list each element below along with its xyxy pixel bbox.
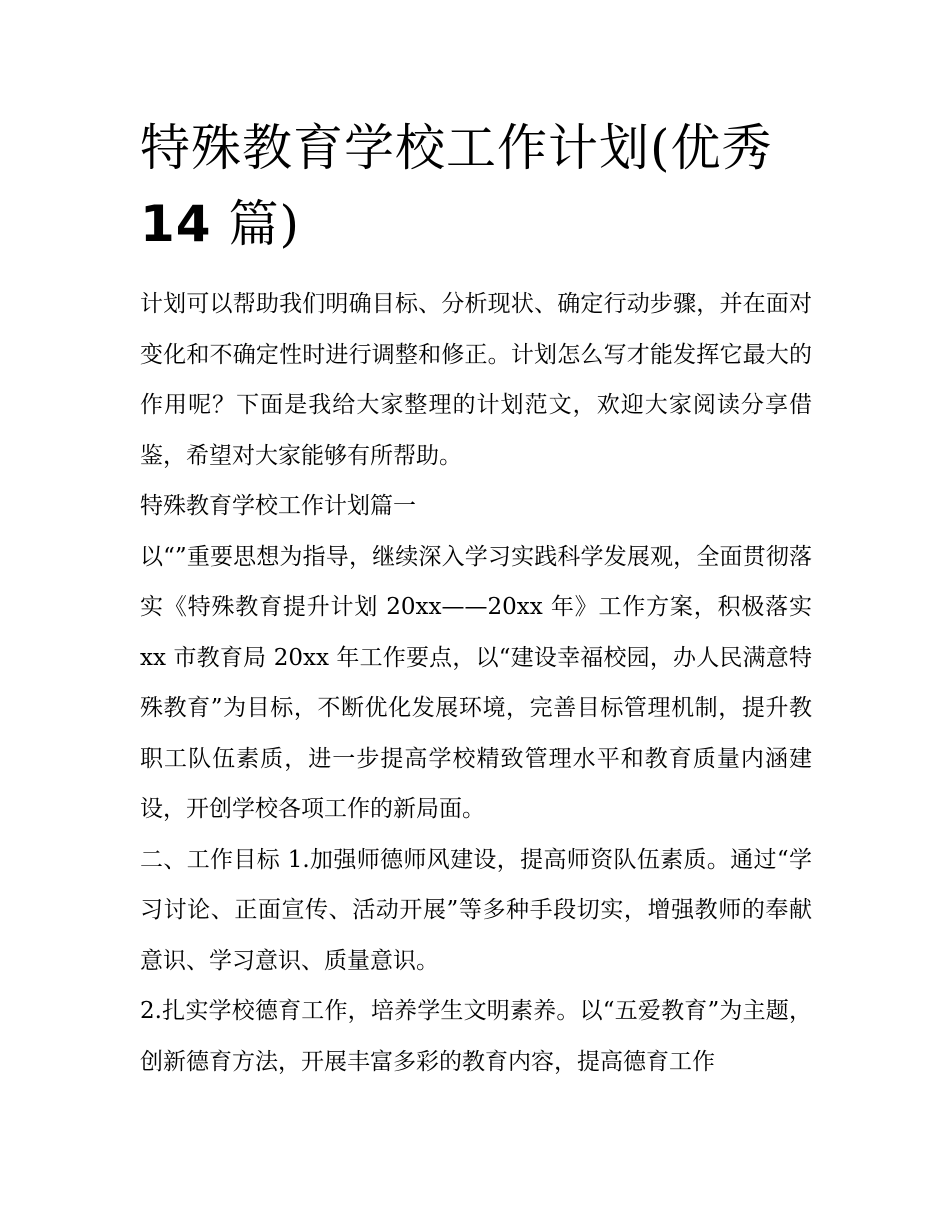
intro-paragraph: 计划可以帮助我们明确目标、分析现状、确定行动步骤，并在面对变化和不确定性时进行调整和修正。计划怎么写才能发挥它最大的作用呢？下面是我给大家整理的计划范文，欢迎大家阅读分享借鉴，希望对大家能够有所帮助。 xyxy=(140,291,812,469)
title-line-1: 特殊教育学校工作计划(优秀 xyxy=(140,119,773,177)
title-number: 14 xyxy=(140,195,212,253)
work-goals-paragraph: 二、工作目标 1.加强师德师风建设，提高师资队伍素质。通过“学习讨论、正面宣传、活动开展”等多种手段切实，增强教师的奉献意识、学习意识、质量意识。 xyxy=(140,846,812,974)
moral-education-paragraph: 2.扎实学校德育工作，培养学生文明素养。以“五爱教育”为主题，创新德育方法，开展丰富多彩的教育内容，提高德育工作 xyxy=(140,998,812,1075)
title-line-2: 篇) xyxy=(211,195,300,253)
document-body xyxy=(140,279,812,1087)
document-title xyxy=(140,110,820,262)
guiding-paragraph: 以“”重要思想为指导，继续深入学习实践科学发展观，全面贯彻落实《特殊教育提升计划 20xx——20xx 年》工作方案，积极落实 xx 市教育局 20xx 年工作要点，以“建设幸福校园，办人民满意特殊教育”为目标，不断优化发展环境，完善目标管理机制，提升教职工队伍素质，进一步提高学校精致管理水平和教育质量内涵建设，开创学校各项工作的新局面。 xyxy=(140,543,812,822)
section-heading: 特殊教育学校工作计划篇一 xyxy=(140,493,416,519)
